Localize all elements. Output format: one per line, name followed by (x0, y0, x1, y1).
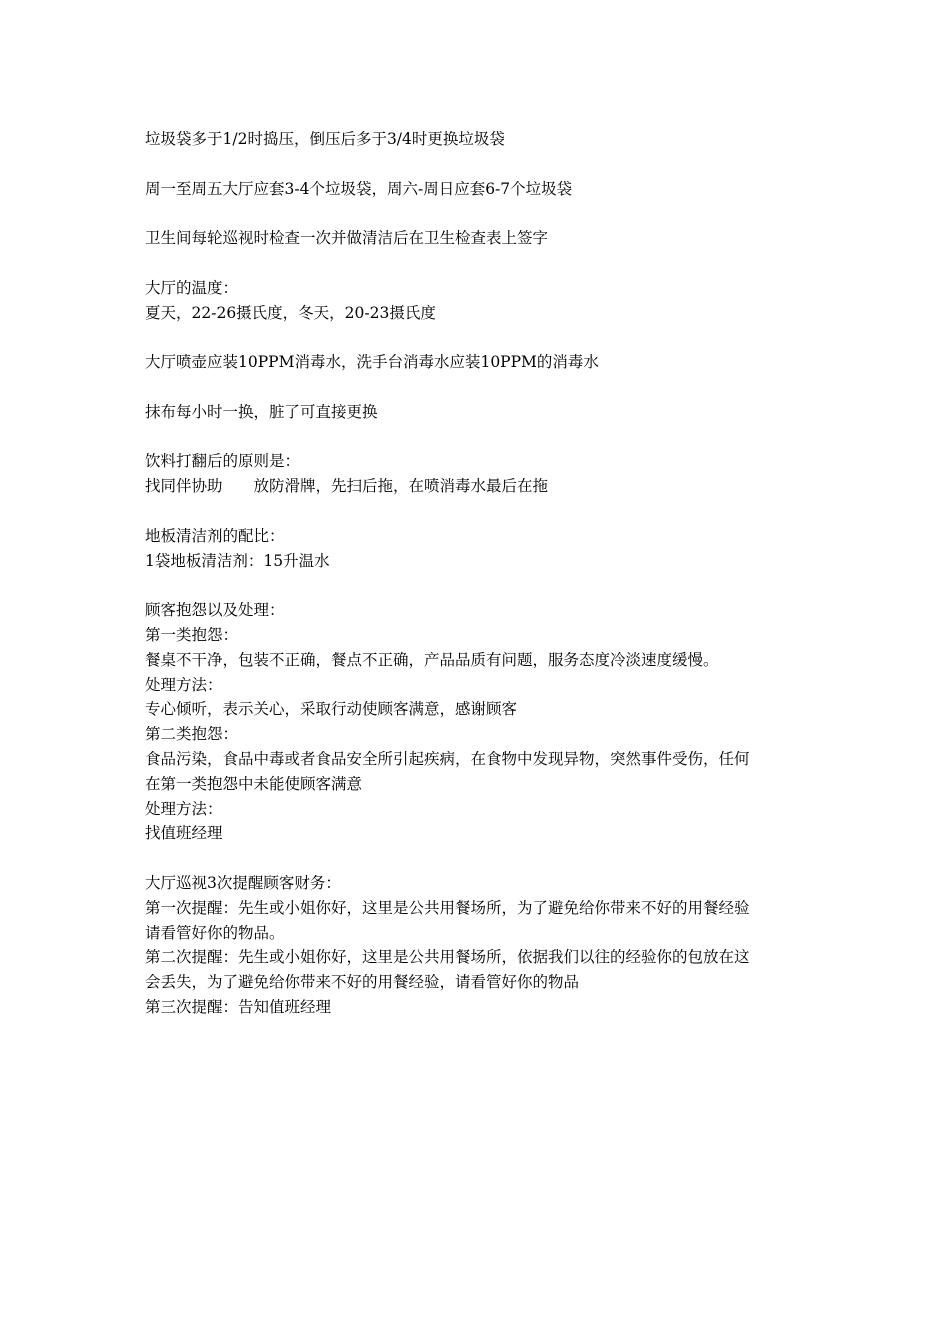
text-line: 会丢失，为了避免给你带来不好的用餐经验，请看管好你的物品 (145, 973, 580, 992)
text-line: 第一类抱怨： (145, 625, 239, 644)
paragraph (145, 524, 813, 574)
paragraph (145, 177, 813, 202)
paragraph (145, 226, 813, 251)
text-line: 第三次提醒：告知值班经理 (145, 997, 332, 1016)
paragraph (145, 127, 813, 152)
text-line: 地板清洁剂的配比： (145, 526, 285, 545)
text-line: 处理方法： (145, 799, 223, 818)
text-line: 抹布每小时一换，脏了可直接更换 (145, 402, 378, 421)
text-line: 大厅的温度： (145, 278, 239, 297)
text-line: 周一至周五大厅应套3-4个垃圾袋，周六-周日应套6-7个垃圾袋 (145, 179, 573, 198)
text-line: 食品污染，食品中毒或者食品安全所引起疾病，在食物中发现异物，突然事件受伤，任何 (145, 749, 750, 768)
document-body (145, 127, 813, 1044)
text-line: 大厅喷壶应装10PPM消毒水，洗手台消毒水应装10PPM的消毒水 (145, 353, 599, 372)
text-line: 找值班经理 (145, 824, 223, 843)
text-line: 处理方法： (145, 675, 223, 694)
text-line: 卫生间每轮巡视时检查一次并做清洁后在卫生检查表上签字 (145, 229, 549, 248)
text-line: 专心倾听，表示关心，采取行动使顾客满意，感谢顾客 (145, 700, 518, 719)
text-line: 饮料打翻后的原则是： (145, 452, 301, 471)
text-line: 请看管好你的物品。 (145, 923, 285, 942)
text-line: 垃圾袋多于1/2时捣压，倒压后多于3/4时更换垃圾袋 (145, 130, 505, 148)
text-line: 餐桌不干净，包装不正确，餐点不正确，产品品质有问题，服务态度冷淡速度缓慢。 (145, 650, 719, 669)
paragraph (145, 871, 813, 1020)
text-line: 大厅巡视3次提醒顾客财务： (145, 873, 341, 892)
text-line: 在第一类抱怨中未能使顾客满意 (145, 774, 363, 793)
text-line: 第二次提醒：先生或小姐你好，这里是公共用餐场所，依据我们以往的经验你的包放在这 (145, 948, 750, 967)
paragraph (145, 400, 813, 425)
paragraph (145, 598, 813, 846)
text-line: 夏天，22-26摄氏度，冬天，20-23摄氏度 (145, 303, 436, 322)
paragraph (145, 350, 813, 375)
paragraph (145, 276, 813, 326)
text-line: 1袋地板清洁剂：15升温水 (145, 551, 330, 570)
text-line: 第一次提醒：先生或小姐你好，这里是公共用餐场所，为了避免给你带来不好的用餐经验 (145, 898, 750, 917)
text-line: 顾客抱怨以及处理： (145, 601, 285, 620)
text-line: 找同伴协助 放防滑牌，先扫后拖，在喷消毒水最后在拖 (145, 477, 549, 496)
paragraph (145, 449, 813, 499)
text-line: 第二类抱怨： (145, 725, 239, 744)
